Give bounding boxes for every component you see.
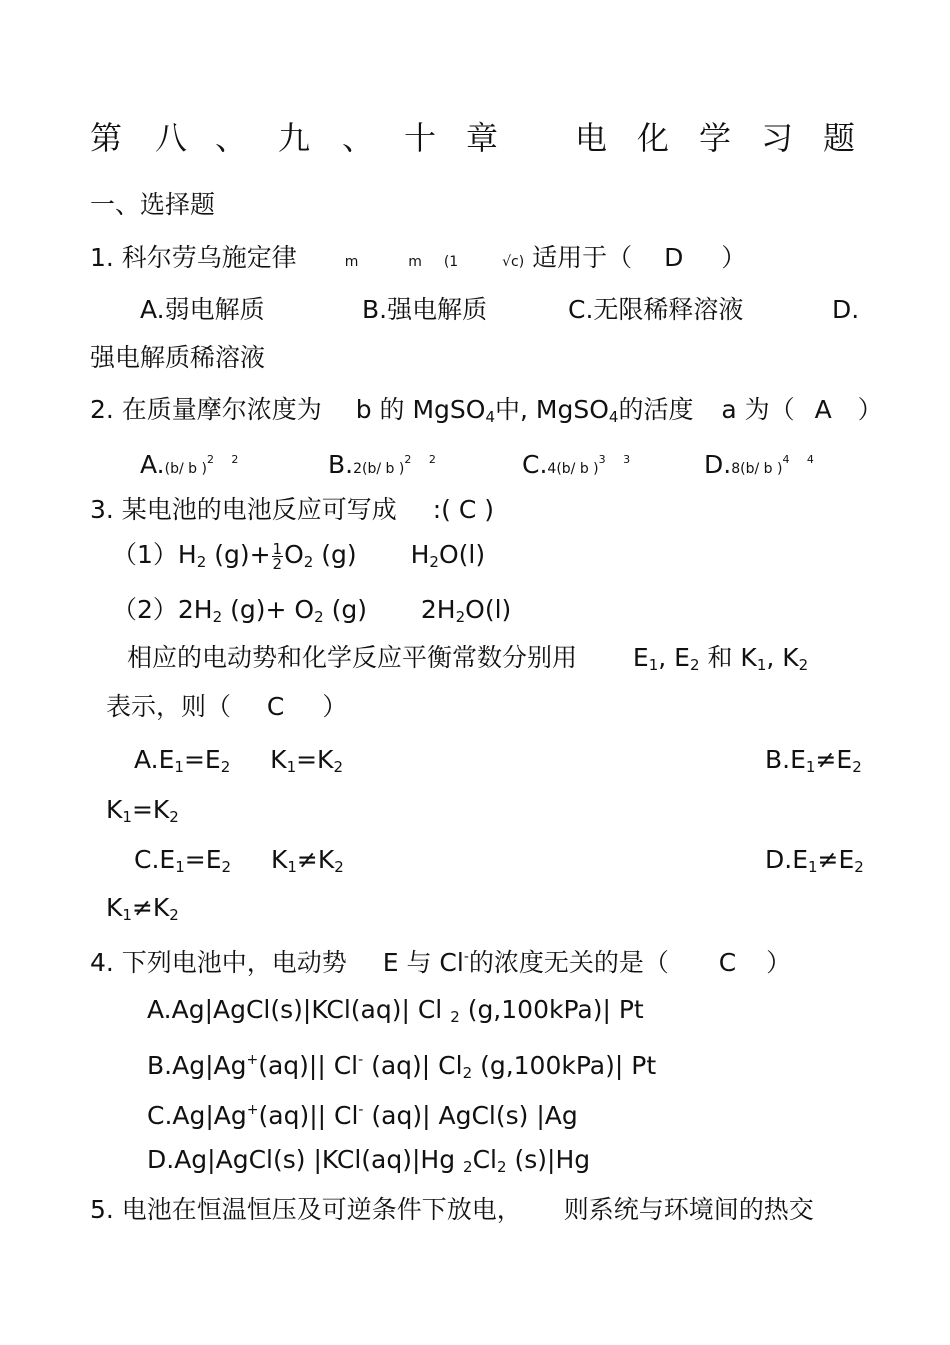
formula: O <box>284 540 304 569</box>
formula-part: m <box>408 254 422 270</box>
cell-notation: (s)|Hg <box>514 1145 591 1174</box>
subscript: 1 <box>174 758 184 776</box>
option-b: B.强电解质 <box>362 295 488 324</box>
question-text: b 的 MgSO <box>355 395 486 424</box>
subscript: 2 <box>462 1064 473 1082</box>
paren: ） <box>857 395 883 424</box>
formula: O(l) <box>465 595 512 624</box>
title-char: 学 <box>699 119 732 157</box>
subscript: 2 <box>314 608 324 626</box>
fraction-numerator: 1 <box>272 539 283 558</box>
symbol: 和 K <box>707 643 757 672</box>
reaction-label: （2） <box>112 595 178 624</box>
question-text: 4. 下列电池中，电动势 <box>90 948 347 977</box>
subscript: 2 <box>463 1158 473 1176</box>
question-text: 相应的电动势和化学反应平衡常数分别用 <box>127 643 578 672</box>
option-a <box>147 995 644 1032</box>
formula: E 与 Cl <box>382 948 464 977</box>
question-text: 则系统与环境间的热交 <box>563 1195 814 1224</box>
cell-notation: (aq)|| Cl <box>258 1051 359 1080</box>
question-text: a 为（ <box>721 395 795 424</box>
title-char: 章 <box>466 119 499 157</box>
superscript: 2 2 <box>206 453 239 466</box>
formula: 2H <box>420 595 456 624</box>
title-char: 习 <box>761 119 794 157</box>
title-char: 八 <box>155 119 188 157</box>
superscript: - <box>358 1102 364 1118</box>
option-label: D.E <box>765 845 808 874</box>
option-b <box>765 745 862 782</box>
subscript: 2 <box>221 858 232 876</box>
subscript: 2 <box>429 553 439 571</box>
formula: 4(b/ b ) <box>547 461 599 477</box>
formula-part: √c) <box>502 254 525 270</box>
subscript: 2 <box>455 608 466 626</box>
question-text: 中, MgSO <box>495 395 609 424</box>
formula: (g)+ O <box>230 595 315 624</box>
cell-notation: C.Ag|Ag <box>147 1101 247 1130</box>
title-char: 题 <box>823 119 856 157</box>
superscript: - <box>358 1052 364 1068</box>
option-b-continued <box>106 795 179 832</box>
formula: H <box>177 540 197 569</box>
question-3 <box>90 495 494 525</box>
formula: ≠K <box>296 845 335 874</box>
subscript: 2 <box>334 858 344 876</box>
option-label: C. <box>522 450 548 479</box>
question-3-description <box>127 643 808 680</box>
superscript: - <box>463 949 469 965</box>
subscript: 2 <box>497 1158 507 1176</box>
option-label: C.E <box>134 845 176 874</box>
formula: 2(b/ b ) <box>353 461 405 477</box>
cell-notation: (aq)| AgCl(s) |Ag <box>371 1101 578 1130</box>
option-label: B.E <box>765 745 806 774</box>
cell-notation: B.Ag|Ag <box>147 1051 247 1080</box>
reaction-label: （1） <box>112 540 178 569</box>
formula: =E <box>183 745 221 774</box>
option-c <box>134 845 344 882</box>
formula: =E <box>184 845 222 874</box>
formula: K <box>270 845 288 874</box>
subscript: 1 <box>122 808 132 826</box>
answer: D <box>664 243 684 272</box>
cell-notation: Cl <box>472 1145 497 1174</box>
subscript: 2 <box>689 656 700 674</box>
superscript: + <box>246 1102 259 1118</box>
subscript: 2 <box>220 758 231 776</box>
cell-notation: A.Ag|AgCl(s)|KCl(aq)| Cl <box>147 995 443 1024</box>
subscript: 1 <box>756 656 767 674</box>
subscript: 1 <box>175 858 185 876</box>
formula: 2H <box>177 595 213 624</box>
superscript: + <box>246 1052 259 1068</box>
fraction-denominator: 2 <box>272 554 283 573</box>
question-1 <box>90 243 746 277</box>
superscript: 4 4 <box>782 453 814 466</box>
formula: K <box>106 795 123 824</box>
title-char: 九 <box>278 119 311 157</box>
option-a <box>134 745 343 782</box>
paren: ） <box>721 243 747 272</box>
question-text-tail: 适用于（ <box>532 243 633 272</box>
question-text: 表示，则（ <box>106 692 232 721</box>
subscript: 4 <box>485 408 496 426</box>
fraction <box>272 539 284 573</box>
option-a <box>140 445 238 484</box>
title-char: 、 <box>215 119 248 157</box>
question-2 <box>90 395 883 432</box>
option-label: A.E <box>134 745 175 774</box>
formula: ≠E <box>817 845 855 874</box>
formula: K <box>270 745 287 774</box>
paren: ） <box>766 948 792 977</box>
question-5 <box>90 1195 814 1225</box>
formula: K <box>106 893 123 922</box>
answer: A <box>814 395 832 424</box>
title-char: 第 <box>90 119 123 157</box>
superscript: 2 2 <box>404 453 436 466</box>
answer: C <box>718 948 737 977</box>
subscript: 1 <box>805 758 816 776</box>
option-b <box>147 1045 656 1088</box>
answer: :( C ) <box>432 495 494 524</box>
formula: (b/ b ) <box>164 461 207 477</box>
formula: ≠E <box>815 745 853 774</box>
subscript: 2 <box>169 906 179 924</box>
subscript: 2 <box>303 553 314 571</box>
formula: H <box>410 540 430 569</box>
question-text: 5. 电池在恒温恒压及可逆条件下放电， <box>90 1195 522 1224</box>
section-heading: 一、选择题 <box>90 190 216 219</box>
subscript: 1 <box>286 758 297 776</box>
question-text: 2. 在质量摩尔浓度为 <box>90 395 322 424</box>
formula-part: m <box>344 254 359 270</box>
formula: =K <box>131 795 170 824</box>
question-text: 1. 科尔劳乌施定律 <box>90 243 297 272</box>
answer: C <box>266 692 285 721</box>
reaction-2 <box>112 595 511 632</box>
question-text: 3. 某电池的电池反应可写成 <box>90 495 397 524</box>
subscript: 2 <box>854 858 864 876</box>
subscript: 2 <box>798 656 809 674</box>
cell-notation: (g,100kPa)| Pt <box>467 995 644 1024</box>
cell-notation: (aq)|| Cl <box>258 1101 359 1130</box>
formula: =K <box>296 745 334 774</box>
option-c <box>147 1095 578 1131</box>
formula: O(l) <box>438 540 486 569</box>
cell-notation: (aq)| Cl <box>371 1051 463 1080</box>
title-char: 十 <box>404 119 437 157</box>
superscript: 3 3 <box>598 453 631 466</box>
subscript: 2 <box>169 808 179 826</box>
option-d-continued: 强电解质稀溶液 <box>90 343 266 372</box>
formula: ≠K <box>131 893 170 922</box>
question-3-description-cont <box>106 692 347 722</box>
subscript: 1 <box>648 656 659 674</box>
formula: (g) <box>331 595 367 624</box>
subscript: 4 <box>608 408 619 426</box>
subscript: 2 <box>852 758 862 776</box>
option-d: D. <box>832 295 860 324</box>
paren: ） <box>322 692 348 721</box>
subscript: 1 <box>287 858 297 876</box>
formula: 8(b/ b ) <box>731 461 783 477</box>
option-label: A. <box>140 450 165 479</box>
subscript: 2 <box>450 1008 460 1026</box>
option-c: C.无限稀释溶液 <box>568 295 744 324</box>
option-label: D. <box>704 450 732 479</box>
subscript: 1 <box>808 858 818 876</box>
subscript: 1 <box>122 906 132 924</box>
title-char: 、 <box>342 119 375 157</box>
question-text: 的浓度无关的是（ <box>468 948 669 977</box>
question-text: 的活度 <box>618 395 694 424</box>
symbol: , E <box>658 643 690 672</box>
title-char: 电 <box>575 119 608 157</box>
option-label: B. <box>328 450 354 479</box>
formula: (g)+ <box>214 540 271 569</box>
reaction-1 <box>112 540 485 577</box>
subscript: 2 <box>212 608 223 626</box>
option-d <box>704 445 814 484</box>
option-a: A.弱电解质 <box>140 295 265 324</box>
question-4 <box>90 942 791 978</box>
title-char: 化 <box>637 119 670 157</box>
subscript: 2 <box>196 553 207 571</box>
formula-part: (1 <box>443 254 459 270</box>
symbol: , K <box>766 643 799 672</box>
option-d <box>765 845 864 882</box>
symbol: E <box>632 643 649 672</box>
option-c <box>522 445 630 484</box>
option-d-continued <box>106 893 179 930</box>
subscript: 2 <box>333 758 343 776</box>
option-b <box>328 445 436 484</box>
cell-notation: (g,100kPa)| Pt <box>480 1051 657 1080</box>
option-d <box>147 1145 590 1182</box>
formula: (g) <box>321 540 357 569</box>
cell-notation: D.Ag|AgCl(s) |KCl(aq)|Hg <box>147 1145 456 1174</box>
